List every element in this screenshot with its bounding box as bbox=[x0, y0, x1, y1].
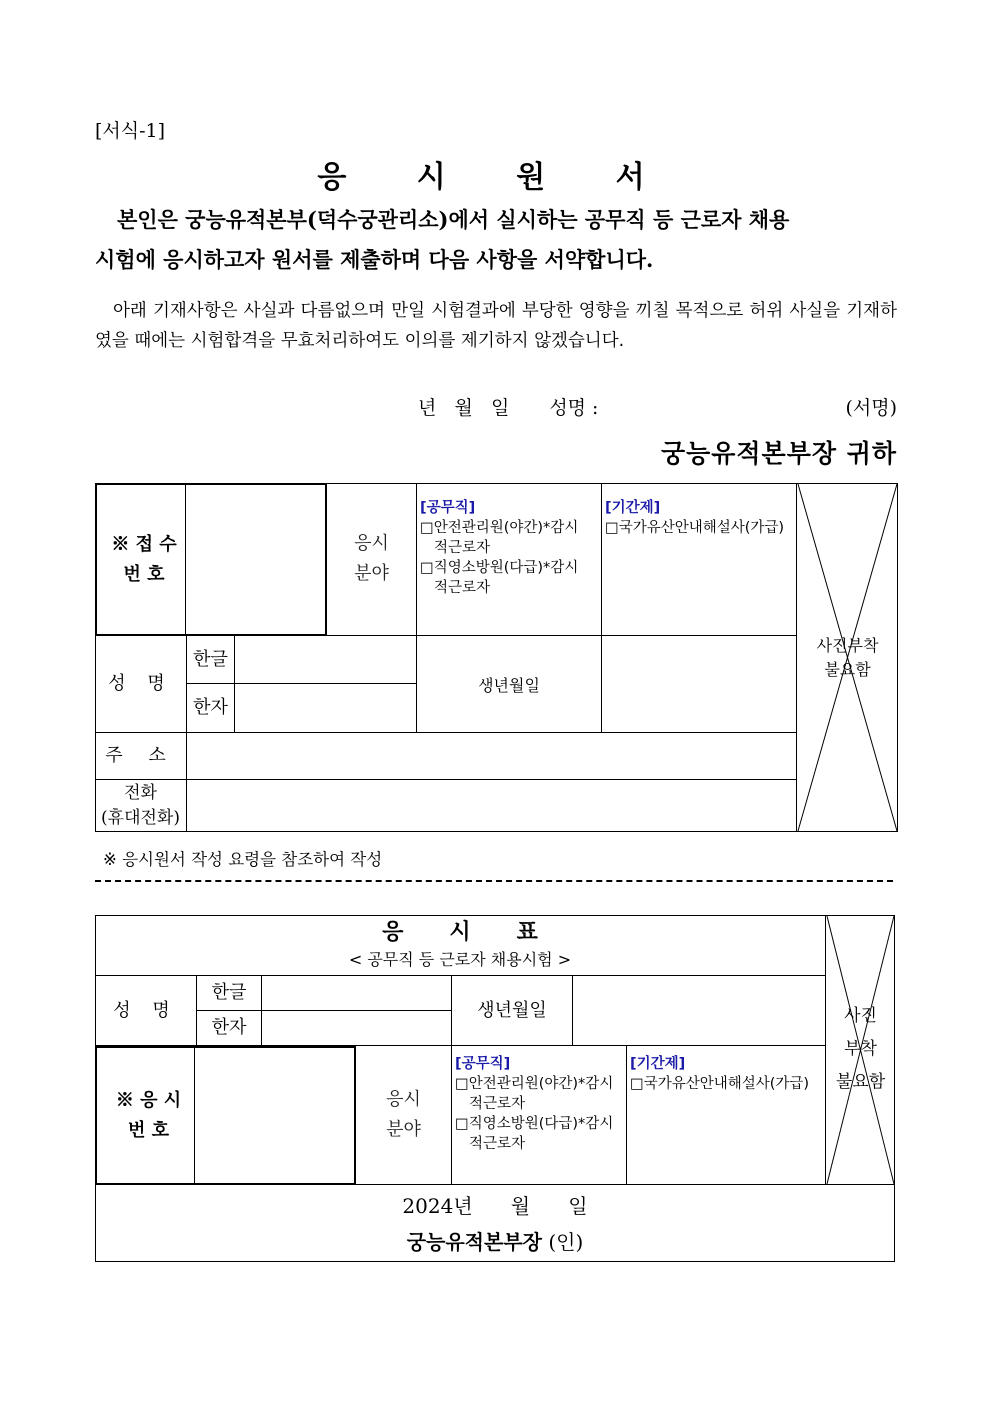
receipt-number-label bbox=[95, 483, 186, 636]
addressee: 궁능유적본부장 귀하 bbox=[660, 439, 897, 468]
sign-name-label: 성명 : bbox=[549, 397, 599, 419]
pledge-text bbox=[95, 200, 897, 280]
phone-label-line1: 전화 bbox=[124, 783, 157, 803]
ticket-seal: (인) bbox=[548, 1229, 584, 1254]
pledge-line-2: 시험에 응시하고자 원서를 제출하며 다음 사항을 서약합니다. bbox=[95, 247, 654, 272]
name-label: 성 명 bbox=[95, 636, 187, 733]
ticket-name-label: 성 명 bbox=[95, 976, 197, 1046]
page-title: 응 시 원 서 bbox=[317, 160, 675, 195]
ticket-issuer: 궁능유적본부장 bbox=[406, 1229, 542, 1254]
birth-field[interactable] bbox=[602, 636, 797, 733]
ticket-field-label bbox=[356, 1046, 452, 1185]
option-firefighter[interactable]: □직영소방원(다급)*감시 bbox=[420, 560, 579, 576]
ticket-title: 응 시 표 bbox=[382, 919, 538, 945]
ticket-name-hanja-field[interactable] bbox=[262, 1011, 452, 1046]
option-safety-manager[interactable]: □안전관리원(야간)*감시 bbox=[420, 520, 579, 536]
ticket-date: 2024년 월 일 bbox=[402, 1193, 588, 1218]
ticket-exam-number-field[interactable] bbox=[195, 1046, 356, 1185]
name-hangul-field[interactable] bbox=[235, 636, 417, 684]
option-firefighter-cont: 적근로자 bbox=[434, 580, 491, 596]
public-worker-heading: [공무직] bbox=[420, 500, 476, 516]
option-safety-manager-cont: 적근로자 bbox=[434, 540, 491, 556]
ticket-option-heritage-guide[interactable]: □국가유산안내해설사(가급) bbox=[630, 1076, 810, 1092]
phone-label bbox=[95, 780, 187, 832]
ticket-fixed-term-options bbox=[627, 1046, 826, 1185]
ticket-exam-number-label bbox=[95, 1046, 195, 1185]
ticket-title-area bbox=[95, 915, 826, 976]
pledge-line-1: 본인은 궁능유적본부(덕수궁관리소)에서 실시하는 공무직 등 근로자 채용 bbox=[117, 207, 790, 232]
sign-date: 년 월 일 bbox=[418, 397, 510, 419]
exam-ticket bbox=[95, 915, 895, 1262]
ticket-option-safety-manager-cont: 적근로자 bbox=[469, 1096, 526, 1112]
hanja-label: 한자 bbox=[187, 684, 235, 733]
fixed-term-heading: [기간제] bbox=[605, 500, 661, 516]
ticket-public-worker-heading: [공무직] bbox=[455, 1056, 511, 1072]
public-worker-options bbox=[417, 483, 602, 636]
exam-field-label bbox=[327, 483, 417, 636]
signature-line bbox=[418, 393, 897, 420]
field-label-line1: 응시 bbox=[354, 533, 389, 554]
ticket-exam-label-line2: 번 호 bbox=[127, 1119, 170, 1141]
receipt-number-field[interactable] bbox=[186, 483, 327, 636]
receipt-label-line2: 번 호 bbox=[123, 563, 165, 585]
ticket-hanja-label: 한자 bbox=[197, 1011, 262, 1046]
ticket-photo-note-3: 불요함 bbox=[835, 1072, 886, 1092]
ticket-photo-note-1: 사진 bbox=[844, 1006, 877, 1026]
ticket-subtitle: < 공무직 등 근로자 채용시험 > bbox=[348, 950, 572, 969]
address-field[interactable] bbox=[187, 733, 797, 780]
ticket-birth-field[interactable] bbox=[573, 976, 826, 1046]
option-heritage-guide[interactable]: □국가유산안내해설사(가급) bbox=[605, 520, 785, 536]
field-label-line2: 분야 bbox=[354, 563, 389, 584]
ticket-field-label-line2: 분야 bbox=[386, 1119, 421, 1140]
ticket-public-worker-options bbox=[452, 1046, 627, 1185]
ticket-photo-area bbox=[826, 915, 895, 1185]
ticket-footer bbox=[95, 1185, 895, 1262]
ticket-photo-note-2: 부착 bbox=[844, 1039, 877, 1059]
ticket-field-label-line1: 응시 bbox=[386, 1089, 421, 1110]
ticket-option-safety-manager[interactable]: □안전관리원(야간)*감시 bbox=[455, 1076, 614, 1092]
form-number: [서식-1] bbox=[95, 120, 166, 142]
name-hanja-field[interactable] bbox=[235, 684, 417, 733]
application-table bbox=[95, 483, 898, 832]
phone-label-line2: (휴대전화) bbox=[101, 808, 180, 828]
ticket-option-firefighter-cont: 적근로자 bbox=[469, 1136, 526, 1152]
ticket-hangul-label: 한글 bbox=[197, 976, 262, 1011]
ticket-birth-label: 생년월일 bbox=[452, 976, 573, 1046]
fixed-term-options bbox=[602, 483, 797, 636]
receipt-label-line1: ※ 접 수 bbox=[111, 533, 177, 555]
ticket-name-hangul-field[interactable] bbox=[262, 976, 452, 1011]
photo-note-1: 사진부착 bbox=[816, 635, 879, 655]
address-label: 주 소 bbox=[95, 733, 187, 780]
hangul-label: 한글 bbox=[187, 636, 235, 684]
ticket-option-firefighter[interactable]: □직영소방원(다급)*감시 bbox=[455, 1116, 614, 1132]
photo-area bbox=[797, 483, 898, 832]
cut-line bbox=[95, 880, 893, 882]
ticket-fixed-term-heading: [기간제] bbox=[630, 1056, 686, 1072]
birth-label: 생년월일 bbox=[417, 636, 602, 733]
sign-mark: (서명) bbox=[845, 397, 897, 419]
note-text: ※ 응시원서 작성 요령을 참조하여 작성 bbox=[103, 850, 383, 869]
phone-field[interactable] bbox=[187, 780, 797, 832]
ticket-exam-label-line1: ※ 응 시 bbox=[115, 1089, 182, 1111]
photo-note-2: 불요함 bbox=[824, 659, 871, 679]
ticket-issuer-line bbox=[407, 1224, 584, 1260]
oath-text: 아래 기재사항은 사실과 다름없으며 만일 시험결과에 부당한 영향을 끼칠 목적으로 허위 사실을 기재하였을 때에는 시험합격을 무효처리하여도 이의를 제기하지 않겠습니다. bbox=[95, 301, 897, 351]
